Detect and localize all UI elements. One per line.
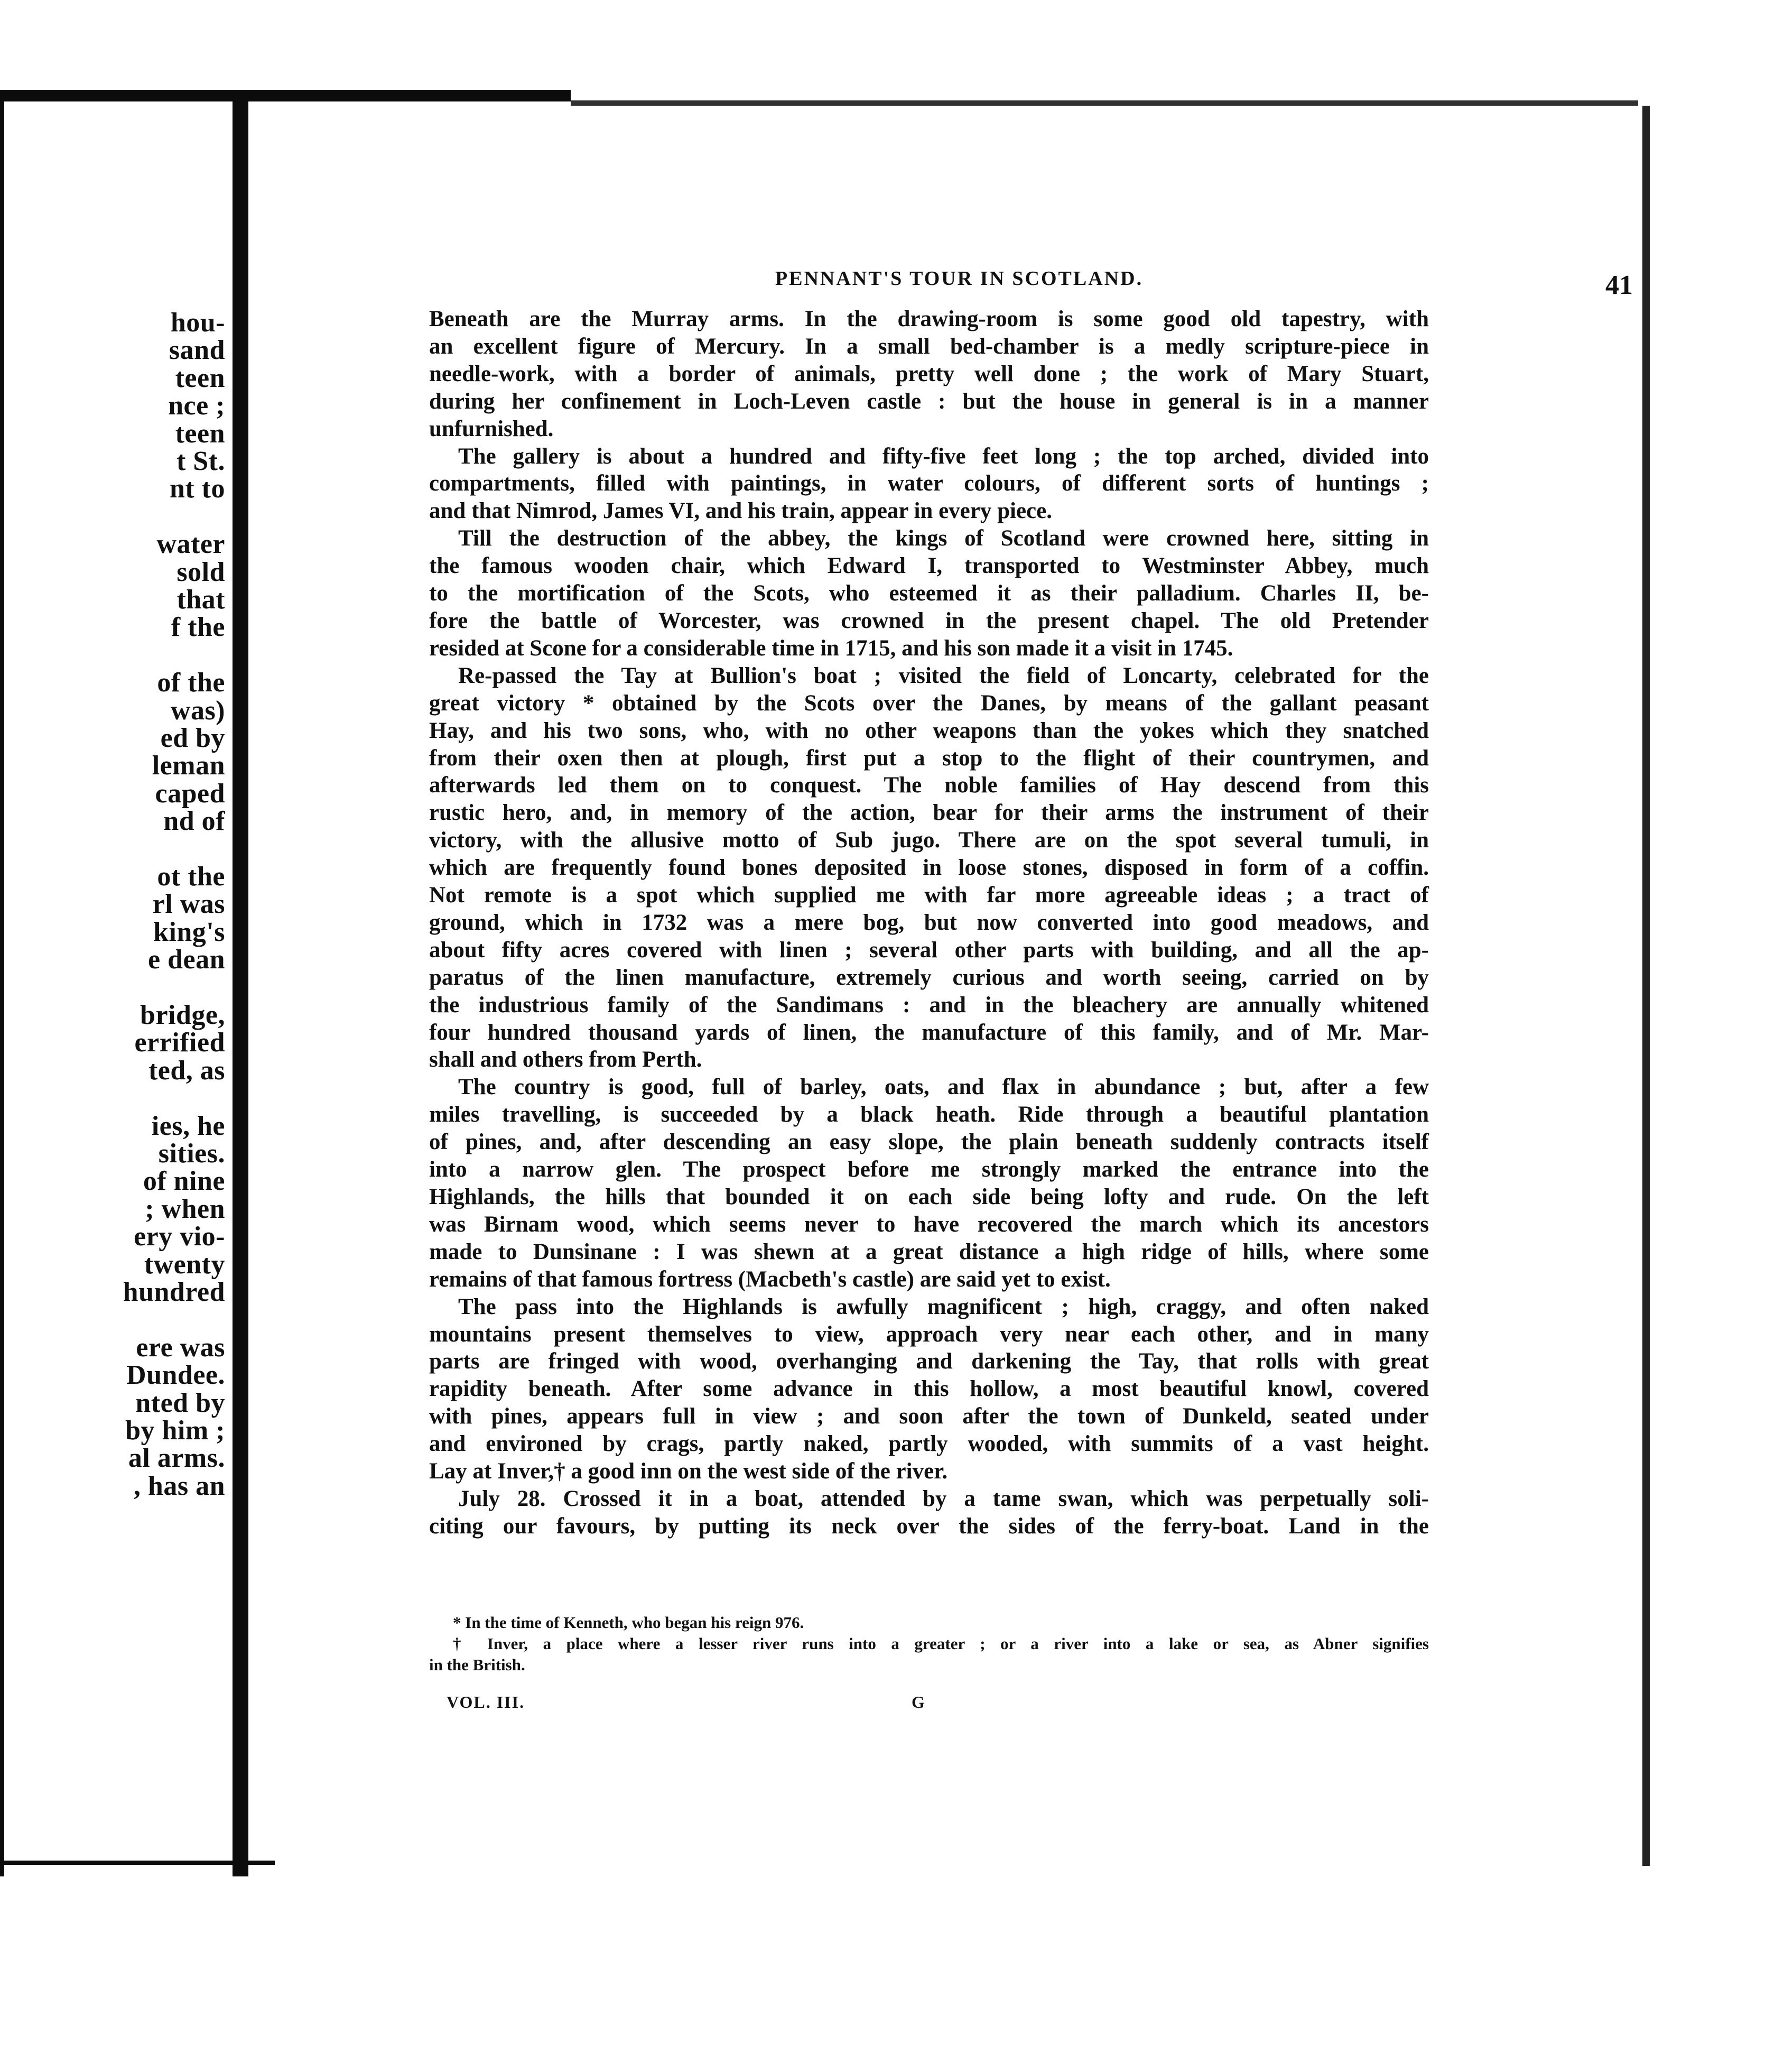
footnotes (429, 1612, 1429, 1676)
text-line: mountains present themselves to view, approach very near each other, and in many (429, 1321, 1429, 1347)
left-page-line: of nine (143, 1166, 225, 1197)
left-page-line: nce ; (168, 391, 225, 421)
left-page-line: by him ; (125, 1416, 225, 1446)
left-page-line: e dean (148, 945, 225, 975)
text-line: July 28. Crossed it in a boat, attended by a tame swan, which was perpetually soli- (458, 1486, 1429, 1511)
text-line: rustic hero, and, in memory of the action, bear for their arms the instrument of their (429, 800, 1429, 826)
right-page (264, 106, 1654, 1871)
text-line: shall and others from Perth. (429, 1047, 702, 1072)
left-page-line: hou- (170, 308, 225, 338)
text-line: to the mortification of the Scots, who esteemed it as their palladium. Charles II, be- (429, 581, 1429, 606)
left-page-line: t St. (176, 446, 225, 476)
left-facing-page (0, 74, 233, 1924)
left-page-line: ed by (160, 723, 225, 753)
left-page-line: sold (176, 557, 225, 587)
text-line: paratus of the linen manufacture, extremely curious and worth seeing, carried on by (429, 965, 1429, 990)
text-line: unfurnished. (429, 416, 554, 441)
body-text (429, 306, 1429, 1540)
text-line: afterwards led them on to conquest. The noble families of Hay descend from this (429, 773, 1429, 798)
text-line: which are frequently found bones deposited in loose stones, disposed in form of a coffin. (429, 855, 1429, 881)
text-line: of pines, and, after descending an easy slope, the plain beneath suddenly contracts itself (429, 1130, 1429, 1155)
gutter-rule (233, 90, 248, 1876)
volume-label: VOL. III. (447, 1692, 525, 1712)
text-line: Highlands, the hills that bounded it on each side being lofty and rude. On the left (429, 1185, 1429, 1209)
left-page-line: nd of (163, 806, 225, 837)
footnote: * In the time of Kenneth, who began his reign 976. (453, 1613, 804, 1632)
text-line: was Birnam wood, which seems never to have recovered the march which its ancestors (429, 1211, 1429, 1237)
left-page-line: errified (134, 1028, 225, 1058)
text-line: an excellent figure of Mercury. In a small bed-chamber is a medly scripture-piece in (429, 334, 1429, 359)
text-line: great victory * obtained by the Scots over the Danes, by means of the gallant peasant (429, 690, 1429, 716)
text-line: Re-passed the Tay at Bullion's boat ; visited the field of Loncarty, celebrated for the (458, 663, 1429, 688)
left-page-line: that (176, 585, 225, 615)
text-line: made to Dunsinane : I was shewn at a great distance a high ridge of hills, where some (429, 1239, 1429, 1264)
left-page-line: sand (169, 335, 225, 366)
left-page-line: teen (175, 418, 225, 449)
left-page-line: rl was (152, 889, 225, 920)
footnote: † Inver, a place where a lesser river runs into a greater ; or a river into a lake or sea, as Abner signifies (453, 1634, 1429, 1653)
text-line: compartments, filled with paintings, in water colours, of different sorts of huntings ; (429, 471, 1429, 496)
left-page-line: was) (170, 695, 225, 726)
left-page-line: Dundee. (126, 1360, 225, 1391)
page-number: 41 (1605, 270, 1633, 300)
left-page-line: ot the (157, 862, 225, 892)
running-head: PENNANT'S TOUR IN SCOTLAND. (775, 267, 1144, 290)
text-line: Till the destruction of the abbey, the kings of Scotland were crowned here, sitting in (458, 526, 1429, 551)
text-line: Hay, and his two sons, who, with no other weapons than the yokes which they snatched (429, 718, 1429, 743)
left-page-line: teen (175, 363, 225, 393)
left-page-line: water (156, 529, 225, 560)
text-line: the famous wooden chair, which Edward I, transported to Westminster Abbey, much (429, 553, 1429, 579)
text-line: the industrious family of the Sandimans : and in the bleachery are annually whitened (429, 992, 1429, 1018)
left-page-line: al arms. (128, 1443, 225, 1474)
left-page-line: ; when (145, 1194, 225, 1224)
text-line: ground, which in 1732 was a mere bog, but now converted into good meadows, and (429, 910, 1429, 935)
text-line: Not remote is a spot which supplied me with far more agreeable ideas ; a tract of (429, 883, 1429, 908)
signature-row (447, 1692, 1186, 1719)
left-page-line: , has an (133, 1470, 225, 1501)
text-line: fore the battle of Worcester, was crowned in the present chapel. The old Pretender (429, 608, 1429, 633)
text-line: The gallery is about a hundred and fifty-five feet long ; the top arched, divided into (458, 443, 1429, 469)
text-line: miles travelling, is succeeded by a black heath. Ride through a beautiful plantation (429, 1102, 1429, 1127)
left-page-line: caped (155, 778, 225, 809)
text-line: needle-work, with a border of animals, pretty well done ; the work of Mary Stuart, (429, 361, 1429, 386)
left-page-line: of the (157, 668, 225, 698)
text-line: resided at Scone for a considerable time in 1715, and his son made it a visit in 1745. (429, 635, 1233, 661)
text-line: victory, with the allusive motto of Sub jugo. There are on the spot several tumuli, in (429, 828, 1429, 853)
text-line: Lay at Inver,† a good inn on the west side of the river. (429, 1459, 948, 1484)
left-page-line: hundred (123, 1277, 225, 1307)
text-line: into a narrow glen. The prospect before me strongly marked the entrance into the (429, 1157, 1429, 1182)
text-line: and environed by crags, partly naked, partly wooded, with summits of a vast height. (429, 1431, 1429, 1457)
text-line: about fifty acres covered with linen ; several other parts with building, and all the ap- (429, 937, 1429, 963)
text-line: from their oxen then at plough, first put a stop to the flight of their countrymen, and (429, 745, 1429, 771)
text-line: with pines, appears full in view ; and soon after the town of Dunkeld, seated under (429, 1404, 1429, 1429)
text-line: The pass into the Highlands is awfully magnificent ; high, craggy, and often naked (458, 1294, 1429, 1319)
footnote: in the British. (429, 1655, 525, 1674)
text-line: remains of that famous fortress (Macbeth's castle) are said yet to exist. (429, 1266, 1111, 1292)
signature-mark: G (912, 1692, 926, 1712)
text-line: during her confinement in Loch-Leven castle : but the house in general is in a manner (429, 388, 1429, 414)
left-page-line: leman (152, 751, 225, 781)
text-line: parts are fringed with wood, overhanging and darkening the Tay, that rolls with great (429, 1349, 1429, 1374)
left-page-line: ere was (136, 1332, 225, 1363)
text-line: The country is good, full of barley, oats, and flax in abundance ; but, after a few (458, 1075, 1429, 1100)
left-page-line: sities. (158, 1139, 225, 1169)
text-line: Beneath are the Murray arms. In the drawing-room is some good old tapestry, with (429, 307, 1429, 331)
left-page-line: ted, as (148, 1055, 225, 1086)
text-line: rapidity beneath. After some advance in this hollow, a most beautiful knowl, covered (429, 1376, 1429, 1402)
left-page-line: ies, he (151, 1111, 225, 1141)
text-line: and that Nimrod, James VI, and his train, appear in every piece. (429, 498, 1052, 524)
text-line: citing our favours, by putting its neck over the sides of the ferry-boat. Land in the (429, 1513, 1429, 1539)
top-border-right (571, 100, 1638, 106)
left-page-line: nted by (135, 1388, 225, 1418)
text-line: four hundred thousand yards of linen, the manufacture of this family, and of Mr. Mar- (429, 1020, 1429, 1045)
left-page-line: king's (153, 917, 225, 947)
left-page-line: bridge, (140, 1000, 225, 1030)
left-page-line: ery vio- (134, 1222, 225, 1252)
left-page-line: twenty (144, 1249, 225, 1280)
left-page-line: f the (171, 612, 225, 643)
left-page-line: nt to (169, 474, 225, 504)
